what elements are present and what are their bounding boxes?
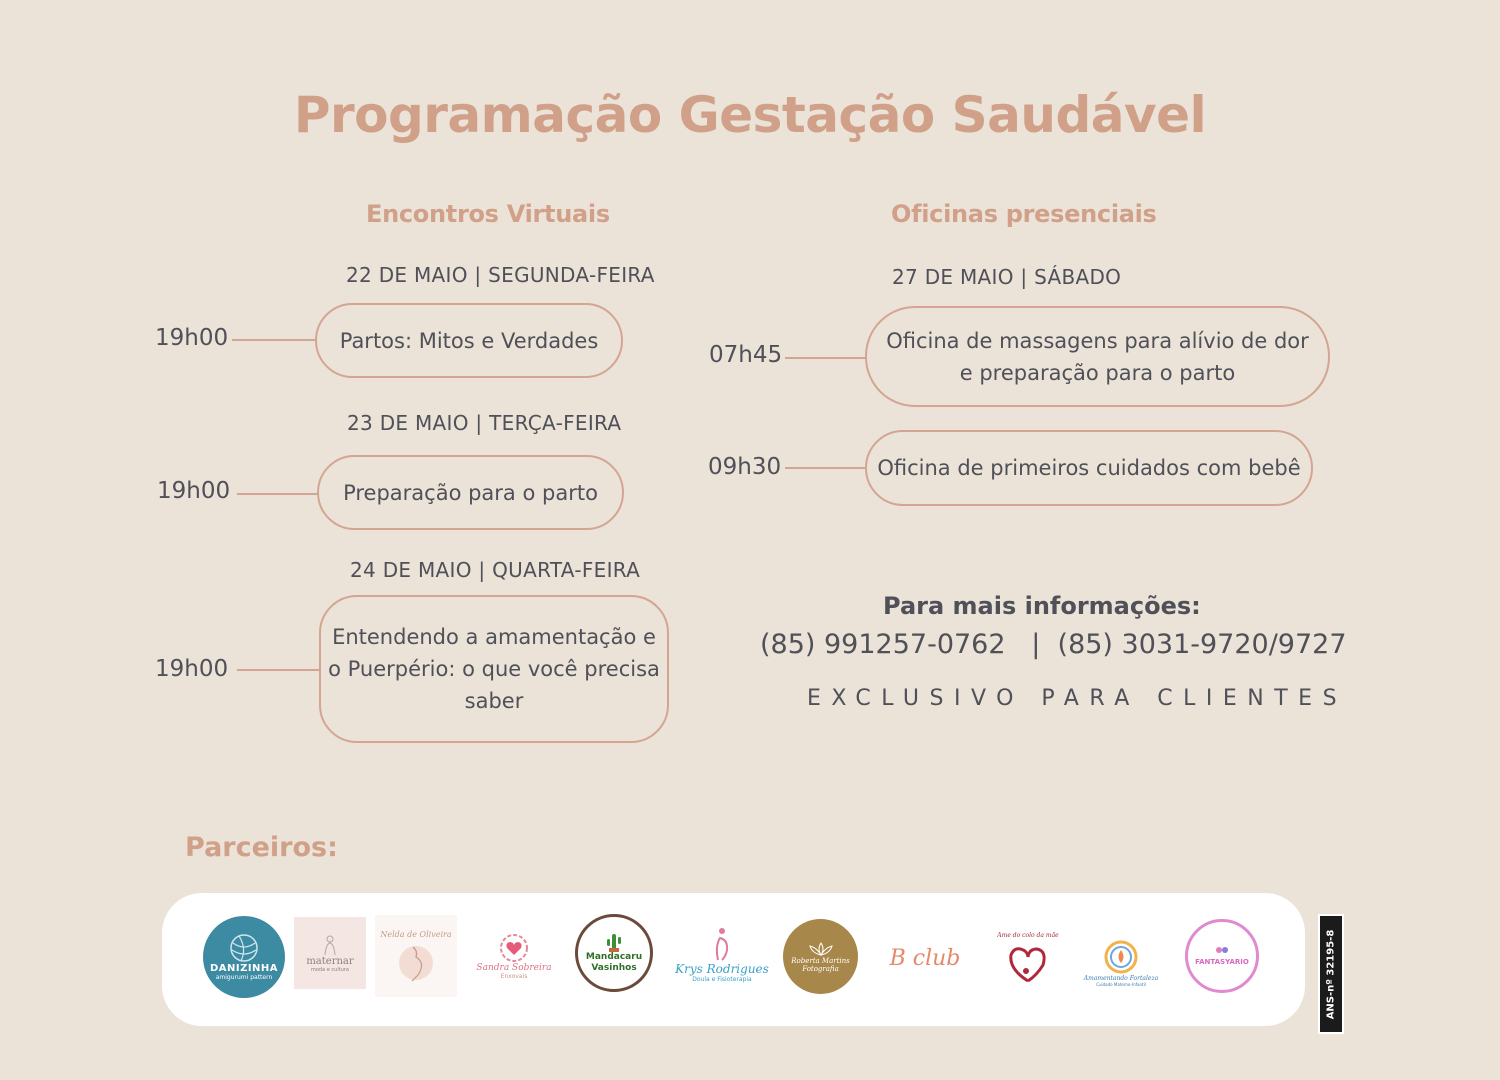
exclusive-note: EXCLUSIVO PARA CLIENTES [807, 686, 1348, 711]
logo-sublabel: Fotografia [802, 964, 839, 973]
event-date: 22 DE MAIO | SEGUNDA-FEIRA [346, 263, 655, 287]
heart-flower-icon [498, 933, 530, 963]
lotus-icon [808, 941, 834, 957]
event-topic: Oficina de massagens para alívio de dor e preparação para o parto [886, 328, 1309, 385]
event-topic-pill [319, 595, 669, 743]
event-date: 24 DE MAIO | QUARTA-FEIRA [350, 558, 641, 582]
logo-label: Sandra Sobreira [476, 962, 552, 973]
event-topic-pill [315, 303, 623, 378]
partner-logo-danizinha [203, 916, 285, 998]
logo-sublabel: Doula e Fisioterapia [692, 975, 752, 983]
balloons-icon [1215, 946, 1229, 958]
partner-logo-fantasyario [1185, 919, 1259, 993]
partner-logo-amamentando [1080, 930, 1162, 996]
event-time: 19h00 [155, 325, 229, 351]
partner-logo-nelda [375, 915, 457, 997]
connector-line [785, 467, 867, 469]
event-time: 09h30 [708, 454, 782, 480]
event-topic: Oficina de primeiros cuidados com bebê [877, 456, 1301, 480]
event-time: 07h45 [709, 342, 783, 368]
pregnant-silhouette-icon [712, 926, 732, 962]
event-topic-pill [865, 306, 1330, 407]
partner-logo-krys [668, 918, 776, 990]
connector-line [785, 357, 867, 359]
connector-line [237, 493, 319, 495]
partners-heading: Parceiros: [185, 832, 338, 863]
logo-sublabel: amigurumi pattern [215, 974, 273, 981]
event-time: 19h00 [157, 478, 231, 504]
event-date: 27 DE MAIO | SÁBADO [892, 265, 1122, 289]
logo-label: Roberta Martins [791, 956, 850, 965]
yarn-ball-icon [227, 933, 261, 963]
page-title: Programação Gestação Saudável [293, 86, 1207, 144]
logo-label: Nelda de Oliveira [380, 929, 452, 939]
cactus-icon [605, 932, 623, 952]
connector-line [232, 339, 316, 341]
logo-sublabel: moda e cultura [311, 966, 349, 973]
logo-label: B club [889, 945, 961, 971]
partner-logo-ame [992, 922, 1064, 994]
event-topic-pill [317, 455, 624, 530]
partner-logo-maternar [294, 917, 366, 989]
event-date: 23 DE MAIO | TERÇA-FEIRA [347, 411, 622, 435]
partner-logo-mandacaru [575, 914, 653, 992]
logo-label: Krys Rodrigues [675, 961, 769, 976]
logo-sublabel: Cuidado Materno-Infantil [1096, 982, 1146, 987]
event-time: 19h00 [155, 656, 229, 682]
info-heading: Para mais informações: [883, 592, 1201, 620]
pregnant-woman-icon [396, 939, 436, 983]
connector-line [237, 669, 321, 671]
ans-badge [1318, 914, 1344, 1034]
phone-numbers: (85) 991257-0762 | (85) 3031-9720/9727 [760, 629, 1347, 660]
event-topic: Preparação para o parto [343, 480, 598, 505]
mother-figure-icon [322, 934, 338, 956]
logo-label: DANIZINHA [209, 963, 279, 974]
presencial-heading: Oficinas presenciais [891, 200, 1157, 228]
heart-mother-icon [1003, 939, 1053, 985]
logo-label: Ame do colo da mãe [997, 931, 1059, 939]
logo-label: FANTASYARIO [1195, 958, 1249, 966]
event-topic-pill [865, 430, 1313, 506]
partner-logo-bclub [880, 928, 970, 988]
partner-logo-roberta [783, 919, 858, 994]
event-topic: Entendendo a amamentação e o Puerpério: o que você precisa saber [328, 625, 660, 713]
event-topic: Partos: Mitos e Verdades [339, 328, 599, 353]
logo-sublabel: Enxovais [500, 972, 528, 980]
logo-label: Mandacaru Vasinhos [585, 952, 643, 973]
circle-drop-icon [1103, 939, 1139, 975]
logo-label: maternar [306, 955, 354, 967]
ans-label: ANS-nº 32195-8 [1325, 929, 1337, 1019]
partner-logo-sandra [474, 922, 554, 990]
logo-label: Amamentando Fortaleza [1083, 975, 1159, 982]
virtual-heading: Encontros Virtuais [366, 200, 610, 228]
